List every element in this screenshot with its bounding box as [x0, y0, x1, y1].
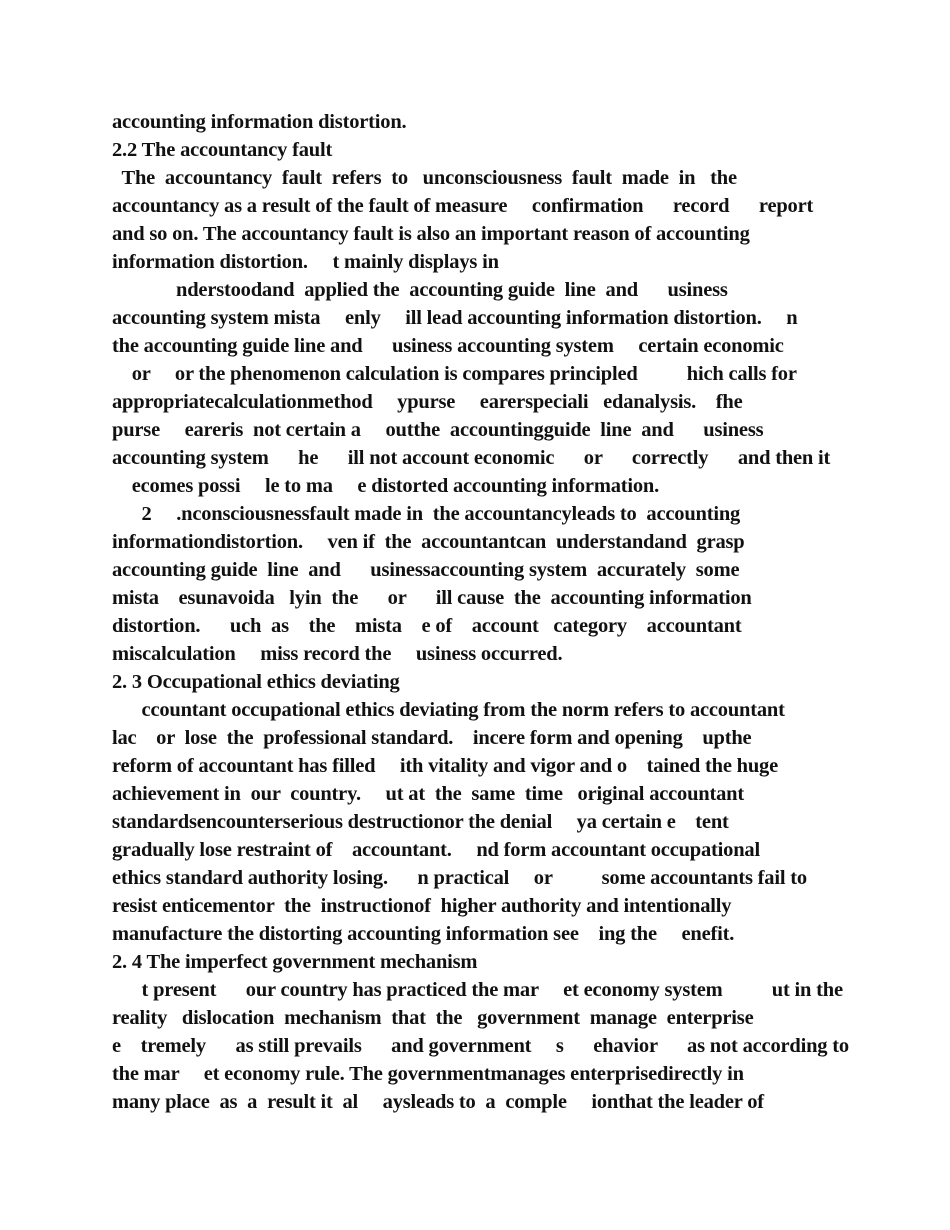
- text-line: the accounting guide line and usiness accounting system certain economic: [112, 335, 784, 357]
- text-line: the mar et economy rule. The governmentmanages enterprisedirectly in: [112, 1063, 744, 1085]
- text-line: miscalculation miss record the usiness occurred.: [112, 643, 563, 665]
- text-line: manufacture the distorting accounting information see ing the enefit.: [112, 923, 735, 945]
- text-line: e tremely as still prevails and government s ehavior as not according to: [112, 1035, 849, 1057]
- text-line: achievement in our country. ut at the same time original accountant: [112, 783, 744, 805]
- text-line: t present our country has practiced the mar et economy system ut in the: [112, 979, 843, 1001]
- text-line: reality dislocation mechanism that the government manage enterprise: [112, 1007, 754, 1029]
- text-line: resist enticementor the instructionof higher authority and intentionally: [112, 895, 732, 917]
- text-line: accountancy as a result of the fault of measure confirmation record report: [112, 195, 814, 217]
- text-line: ecomes possi le to ma e distorted accounting information.: [112, 475, 660, 497]
- text-line: standardsencounterserious destructionor the denial ya certain e tent: [112, 811, 729, 833]
- text-line: accounting information distortion.: [112, 111, 407, 133]
- text-line: lac or lose the professional standard. incere form and opening upthe: [112, 727, 752, 749]
- text-line: information distortion. t mainly displays in: [112, 251, 499, 273]
- text-line: many place as a result it al aysleads to a comple ionthat the leader of: [112, 1091, 764, 1113]
- text-line: reform of accountant has filled ith vitality and vigor and o tained the huge: [112, 755, 778, 777]
- text-line: 2 .nconsciousnessfault made in the accountancyleads to accounting: [112, 503, 741, 525]
- text-line: purse eareris not certain a outthe accountingguide line and usiness: [112, 419, 764, 441]
- text-line: distortion. uch as the mista e of account category accountant: [112, 615, 742, 637]
- text-line: accounting system he ill not account economic or correctly and then it: [112, 447, 831, 469]
- section-heading: 2. 4 The imperfect government mechanism: [112, 951, 478, 973]
- section-heading: 2.2 The accountancy fault: [112, 139, 333, 161]
- text-line: or or the phenomenon calculation is compares principled hich calls for: [112, 363, 797, 385]
- text-line: gradually lose restraint of accountant. nd form accountant occupational: [112, 839, 760, 861]
- text-line: ethics standard authority losing. n practical or some accountants fail to: [112, 867, 807, 889]
- text-line: nderstoodand applied the accounting guide line and usiness: [112, 279, 728, 301]
- text-line: appropriatecalculationmethod ypurse earerspeciali edanalysis. fhe: [112, 391, 743, 413]
- text-line: The accountancy fault refers to unconsciousness fault made in the: [112, 167, 737, 189]
- section-heading: 2. 3 Occupational ethics deviating: [112, 671, 400, 693]
- text-line: ccountant occupational ethics deviating from the norm refers to accountant: [112, 699, 785, 721]
- text-line: accounting system mista enly ill lead accounting information distortion. n: [112, 307, 798, 329]
- text-line: informationdistortion. ven if the accountantcan understandand grasp: [112, 531, 745, 553]
- text-line: accounting guide line and usinessaccounting system accurately some: [112, 559, 740, 581]
- text-line: mista esunavoida lyin the or ill cause the accounting information: [112, 587, 752, 609]
- text-line: and so on. The accountancy fault is also an important reason of accounting: [112, 223, 750, 245]
